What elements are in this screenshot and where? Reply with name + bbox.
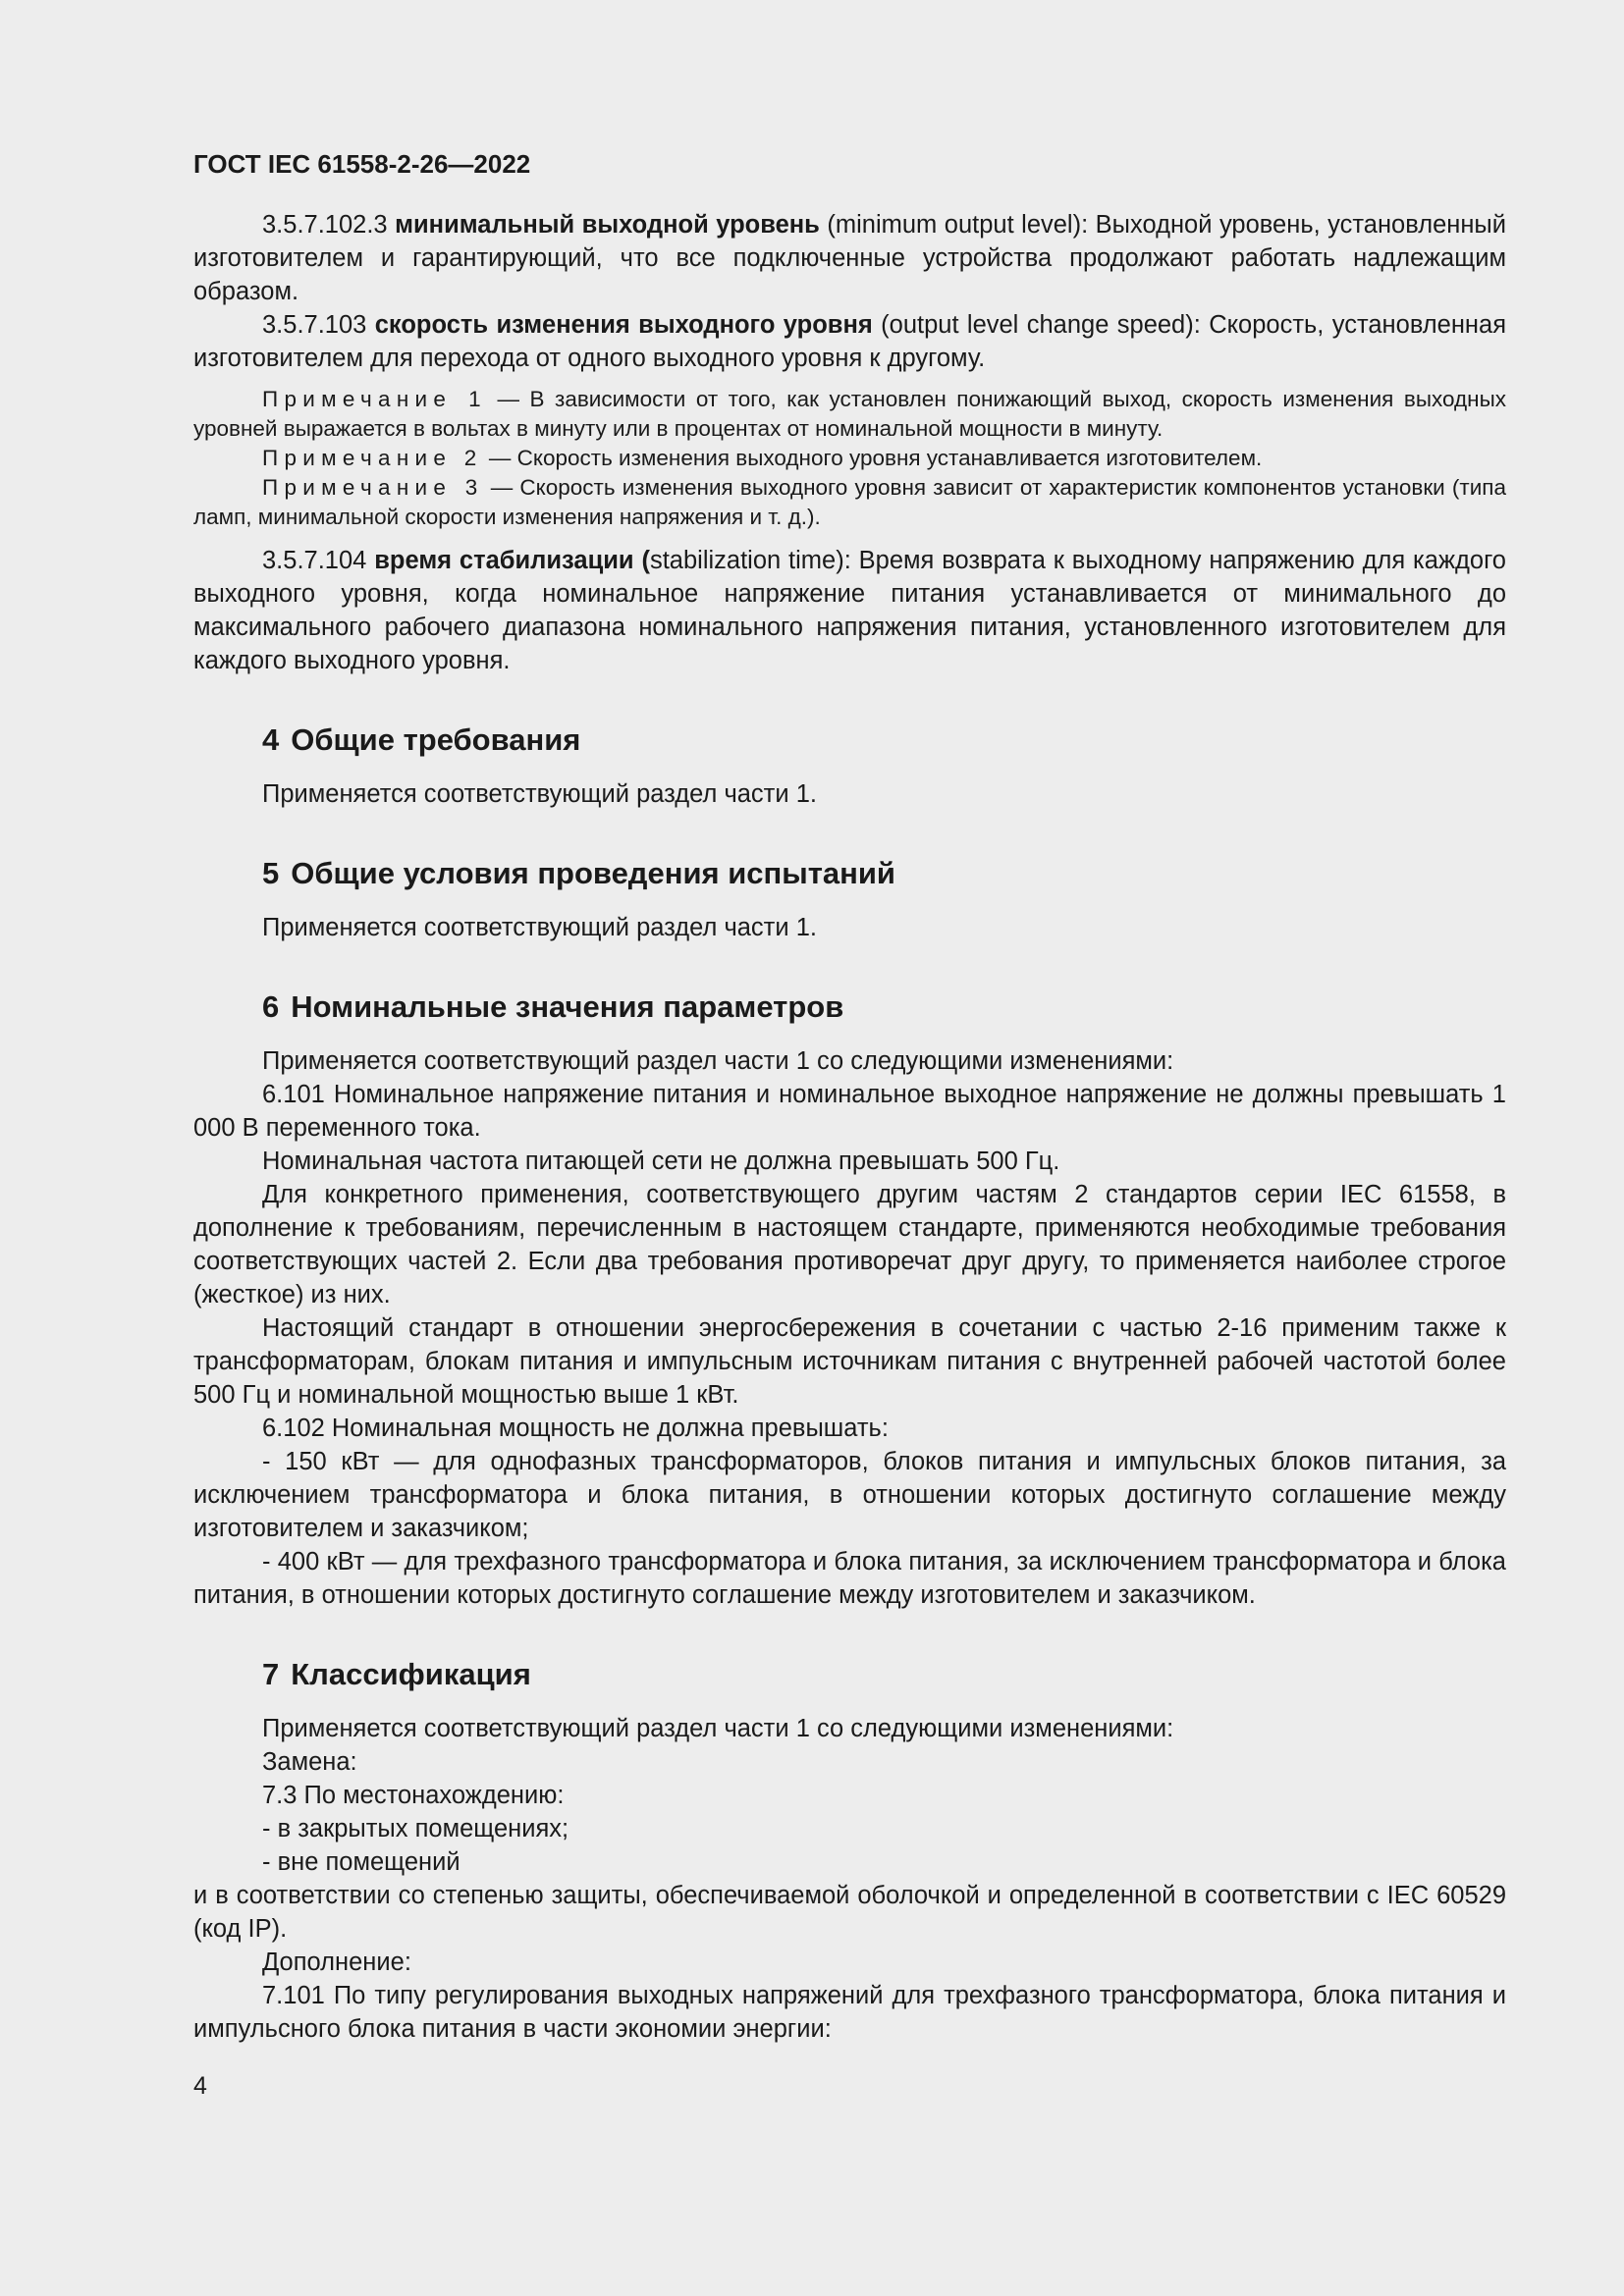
clause-7-101: 7.101 По типу регулирования выходных напряжений для трехфазного трансформатора, блока питания и импульсного блока питания в части экономии энергии:: [193, 1982, 1506, 2043]
note-1: [193, 385, 1506, 444]
section-7-paragraph: Дополнение:: [262, 1949, 411, 1976]
section-4-paragraph: Применяется соответствующий раздел части 1.: [262, 780, 817, 808]
section-7-paragraph: и в соответствии со степенью защиты, обеспечиваемой оболочкой и определенной в соответствии с IEC 60529 (код IP).: [193, 1882, 1506, 1943]
section-6-paragraph: Применяется соответствующий раздел части 1 со следующими изменениями:: [262, 1047, 1174, 1075]
section-5-paragraph: Применяется соответствующий раздел части 1.: [262, 914, 817, 941]
note-label: Примечание 2: [262, 446, 483, 470]
definition-term: минимальный выходной уровень: [395, 211, 820, 239]
definition-text: stabilization time): Время возврата к выходному напряжению для каждого выходного уровня, когда номинальное напряжение питания устанавливается от минимального до максимального рабочего диапазона номинального напряжения питания, установленного изготовителем для каждого выходного уровня.: [193, 547, 1506, 674]
definition-number: 3.5.7.102.3: [262, 211, 388, 239]
section-7-paragraph: Замена:: [262, 1748, 357, 1776]
note-label: Примечание 1: [262, 387, 487, 411]
definition-3-5-7-104: [193, 544, 1506, 677]
section-number: 5: [262, 856, 280, 890]
list-item: - 150 кВт — для однофазных трансформаторов, блоков питания и импульсных блоков питания, за исключением трансформатора и блока питания, в отношении которых достигнуто соглашение между изготовителем и заказчиком;: [193, 1448, 1506, 1542]
definition-term: скорость изменения выходного уровня: [374, 311, 873, 339]
definition-text: (minimum output level): Выходной уровень, установленный изготовителем и гарантирующий, что все подключенные устройства продолжают работать надлежащим образом.: [193, 211, 1506, 305]
note-text: — Скорость изменения выходного уровня зависит от характеристик компонентов установки (типа ламп, минимальной скорости изменения напряжения и т. д.).: [193, 475, 1506, 529]
definition-text: (output level change speed): Скорость, установленная изготовителем для перехода от одного выходного уровня к другому.: [193, 311, 1506, 372]
note-text: — Скорость изменения выходного уровня устанавливается изготовителем.: [488, 446, 1263, 470]
note-3: [193, 473, 1506, 532]
note-label: Примечание 3: [262, 475, 484, 500]
note-2: [193, 444, 1506, 473]
section-title: Номинальные значения параметров: [291, 989, 844, 1024]
definition-number: 3.5.7.103: [262, 311, 367, 339]
definition-3-5-7-103: [193, 308, 1506, 375]
section-6-paragraph: Для конкретного применения, соответствующего другим частям 2 стандартов серии IEC 61558, в дополнение к требованиям, перечисленным в настоящем стандарте, применяются необходимые требования соответствующих частей 2. Если два требования противоречат друг другу, то применяется наиболее строгое (жесткое) из них.: [193, 1181, 1506, 1308]
clause-7-3: 7.3 По местонахождению:: [262, 1782, 565, 1809]
definition-number: 3.5.7.104: [262, 547, 367, 574]
section-7-heading: [262, 1655, 1506, 1694]
page-number: 4: [193, 2072, 207, 2100]
section-7-paragraph: Применяется соответствующий раздел части 1 со следующими изменениями:: [262, 1715, 1174, 1742]
section-4-heading: [262, 721, 1506, 760]
document-header: ГОСТ IEC 61558-2-26—2022: [193, 149, 531, 179]
note-text: — В зависимости от того, как установлен понижающий выход, скорость изменения выходных уровней выражается в вольтах в минуту или в процентах от номинальной мощности в минуту.: [193, 387, 1506, 441]
notes-block: [193, 385, 1506, 532]
section-title: Общие условия проведения испытаний: [291, 856, 895, 890]
clause-6-102: 6.102 Номинальная мощность не должна превышать:: [262, 1415, 889, 1442]
section-6-paragraph: Настоящий стандарт в отношении энергосбережения в сочетании с частью 2-16 применим также к трансформаторам, блокам питания и импульсным источникам питания с внутренней рабочей частотой более 500 Гц и номинальной мощностью выше 1 кВт.: [193, 1314, 1506, 1409]
section-number: 7: [262, 1657, 280, 1691]
section-number: 4: [262, 722, 280, 757]
list-item: - вне помещений: [262, 1848, 460, 1876]
section-number: 6: [262, 989, 280, 1024]
document-page: [193, 147, 1506, 2046]
definition-3-5-7-102-3: [193, 208, 1506, 308]
section-6-paragraph: Номинальная частота питающей сети не должна превышать 500 Гц.: [262, 1148, 1060, 1175]
list-item: - 400 кВт — для трехфазного трансформатора и блока питания, за исключением трансформатора и блока питания, в отношении которых достигнуто соглашение между изготовителем и заказчиком.: [193, 1548, 1506, 1609]
clause-6-101: 6.101 Номинальное напряжение питания и номинальное выходное напряжение не должны превышать 1 000 В переменного тока.: [193, 1081, 1506, 1142]
definition-term: время стабилизации (: [374, 547, 650, 574]
section-5-heading: [262, 854, 1506, 893]
section-6-heading: [262, 988, 1506, 1027]
section-title: Общие требования: [291, 722, 581, 757]
list-item: - в закрытых помещениях;: [262, 1815, 569, 1842]
section-title: Классификация: [291, 1657, 531, 1691]
